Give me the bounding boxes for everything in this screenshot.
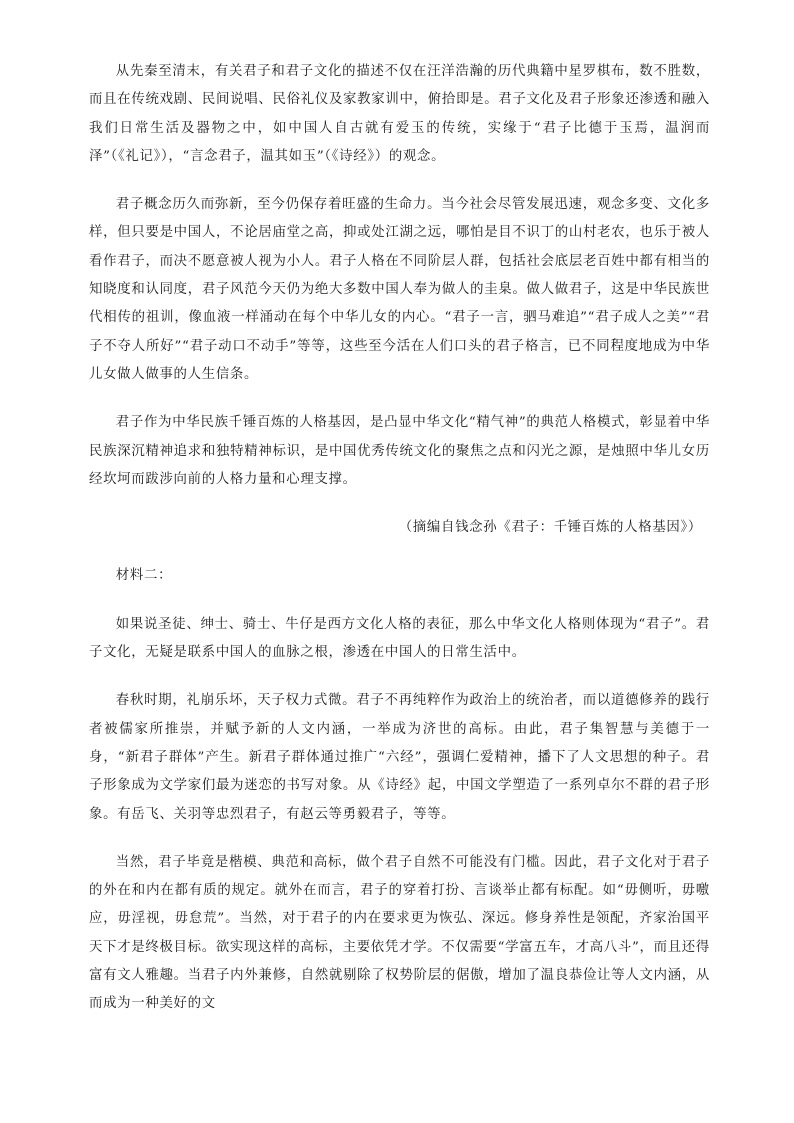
paragraph-6: 当然，君子毕竟是楷模、典范和高标，做个君子自然不可能没有门槛。因此，君子文化对于君子的外在和内在都有质的规定。就外在而言，君子的穿着打扮、言谈举止都有标配。如“毋侧听，毋噭应，毋淫视，毋怠荒”。当然，对于君子的内在要求更为恢弘、深远。修身养性是领配，齐家治国平天下才是终极目标。欲实现这样的高标，主要依凭才学。不仅需要“学富五车，才高八斗”，而且还得富有文人雅趣。当君子内外兼修，自然就剔除了权势阶层的倨傲，增加了温良恭俭让等人文内涵，从而成为一种美好的文 — [89, 854, 710, 1012]
paragraph-1: 从先秦至清末，有关君子和君子文化的描述不仅在汪洋浩瀚的历代典籍中星罗棋布，数不胜数，而且在传统戏剧、民间说唱、民俗礼仪及家教家训中，俯拾即是。君子文化及君子形象还渗透和融入我们日常生活及器物之中，如中国人自古就有爱玉的传统，实缘于“君子比德于玉焉，温润而泽”（《礼记》），“言念君子，温其如玉”（《诗经》）的观念。 — [89, 64, 710, 164]
paragraph-2: 君子概念历久而弥新，至今仍保存着旺盛的生命力。当今社会尽管发展迅速，观念多变、文化多样，但只要是中国人，不论居庙堂之高，抑或处江湖之远，哪怕是目不识丁的山村老农，也乐于被人看作君子，而决不愿意被人视为小人。君子人格在不同阶层人群，包括社会底层老百姓中都有相当的知晓度和认同度，君子风范今天仍为绝大多数中国人奉为做人的圭臬。做人做君子，这是中华民族世代相传的祖训，像血液一样涌动在每个中华儿女的内心。“君子一言，驷马难追”“君子成人之美”“君子不夺人所好”“君子动口不动手”等等，这些至今活在人们口头的君子格言，已不同程度地成为中华儿女做人做事的人生信条。 — [89, 197, 710, 382]
source-citation: （摘编自钱念孙《君子：千锤百炼的人格基因》） — [398, 520, 702, 536]
paragraph-4: 如果说圣徒、绅士、骑士、牛仔是西方文化人格的表征，那么中华文化人格则体现为“君子”。君子文化，无疑是联系中国人的血脉之根，渗透在中国人的日常生活中。 — [89, 616, 710, 661]
material-two-heading: 材料二： — [115, 568, 173, 584]
paragraph-3: 君子作为中华民族千锤百炼的人格基因，是凸显中华文化“精气神”的典范人格模式，彰显着中华民族深沉精神追求和独特精神标识，是中国优秀传统文化的聚焦之点和闪光之源，是烛照中华儿女历经坎坷而跋涉向前的人格力量和心理支撑。 — [89, 415, 710, 487]
paragraph-5: 春秋时期，礼崩乐坏，天子权力式微。君子不再纯粹作为政治上的统治者，而以道德修养的践行者被儒家所推崇，并赋予新的人文内涵，一举成为济世的高标。由此，君子集智慧与美德于一身，“新君子群体”产生。新君子群体通过推广“六经”，强调仁爱精神，播下了人文思想的种子。君子形象成为文学家们最为迷恋的书写对象。从《诗经》起，中国文学塑造了一系列卓尔不群的君子形象。有岳飞、关羽等忠烈君子，有赵云等勇毅君子，等等。 — [89, 693, 710, 822]
